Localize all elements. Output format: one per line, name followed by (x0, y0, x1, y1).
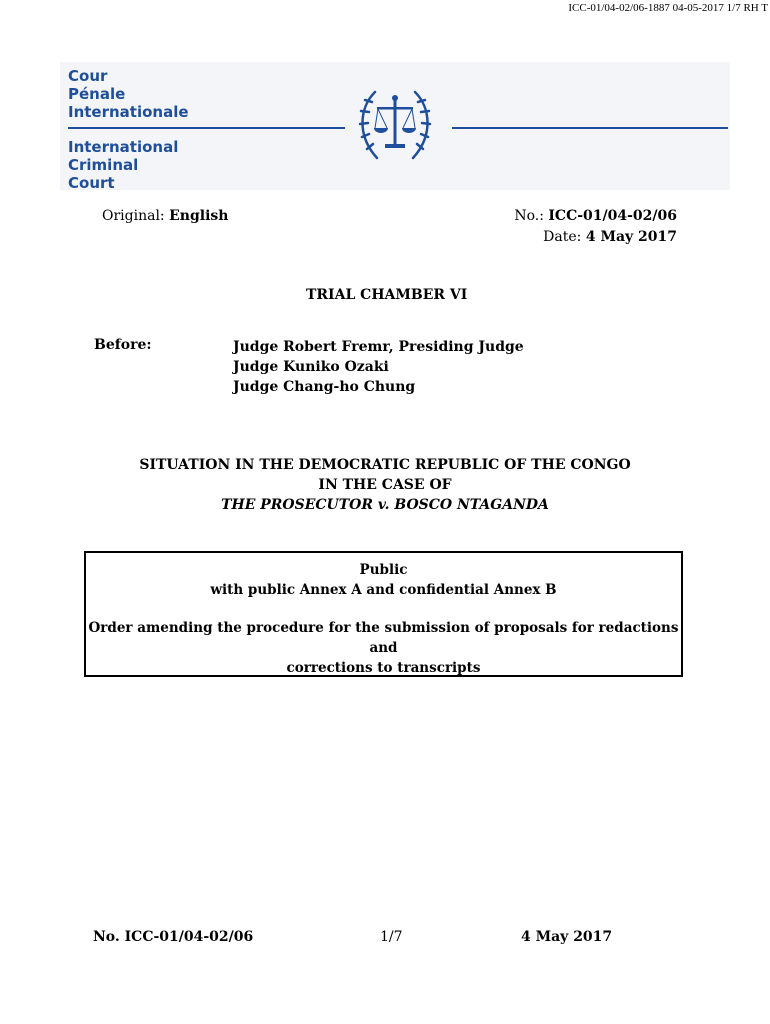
logo-fr-line: Internationale (68, 103, 189, 121)
original-value: English (169, 208, 229, 224)
document-date (543, 229, 677, 245)
logo-rule-right (452, 127, 728, 129)
logo-french-name (68, 67, 189, 121)
footer-case-number: No. ICC-01/04-02/06 (93, 929, 254, 945)
order-title-line: Order amending the procedure for the submission of proposals for redactions and (88, 620, 679, 656)
footer-date: 4 May 2017 (521, 929, 613, 945)
document-classification-box (84, 551, 683, 677)
before-label: Before: (94, 337, 152, 353)
judge-name: Judge Robert Fremr, Presiding Judge (233, 339, 524, 355)
case-number (514, 208, 677, 224)
original-label: Original: (102, 208, 165, 224)
judge-name: Judge Kuniko Ozaki (233, 359, 389, 375)
date-label: Date: (543, 229, 582, 245)
classification-public: Public (359, 562, 408, 578)
situation-line: SITUATION IN THE DEMOCRATIC REPUBLIC OF THE CONGO (139, 457, 631, 473)
logo-fr-line: Pénale (68, 85, 126, 103)
logo-en-line: International (68, 138, 179, 156)
classification-annexes: with public Annex A and confidential Annex B (210, 582, 557, 598)
logo-fr-line: Cour (68, 67, 108, 85)
situation-line: IN THE CASE OF (318, 477, 452, 493)
judges-list (233, 337, 524, 397)
original-language (102, 208, 228, 224)
no-value: ICC-01/04-02/06 (548, 208, 677, 224)
situation-heading (0, 455, 770, 515)
logo-en-line: Court (68, 174, 115, 192)
judge-name: Judge Chang-ho Chung (233, 379, 416, 395)
logo-english-name (68, 138, 178, 192)
logo-rule-left (68, 127, 345, 129)
date-value: 4 May 2017 (585, 229, 677, 245)
chamber-title: TRIAL CHAMBER VI (306, 287, 468, 303)
case-title: THE PROSECUTOR v. BOSCO NTAGANDA (221, 497, 549, 513)
icc-scales-emblem-icon (345, 80, 445, 170)
footer-page-number: 1/7 (380, 929, 403, 945)
document-stamp: ICC-01/04-02/06-1887 04-05-2017 1/7 RH T (568, 2, 768, 14)
no-label: No.: (514, 208, 544, 224)
order-title-line: corrections to transcripts (286, 660, 481, 676)
logo-en-line: Criminal (68, 156, 139, 174)
